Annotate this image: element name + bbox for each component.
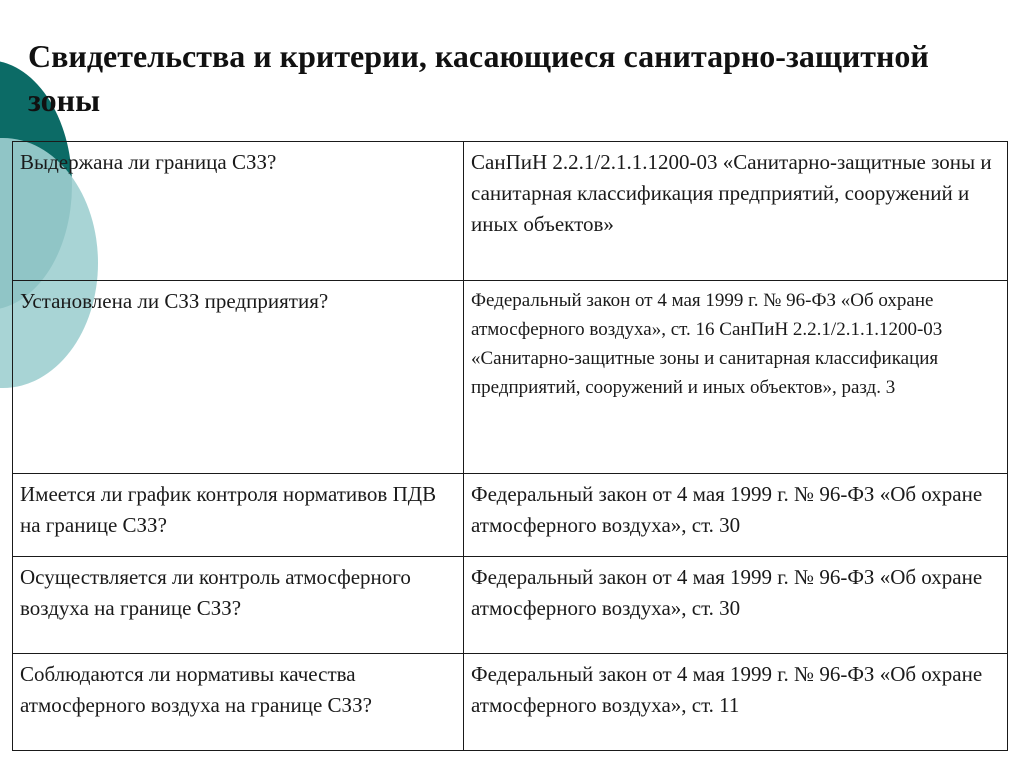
table-row [13, 281, 1008, 474]
source-cell: СанПиН 2.2.1/2.1.1.1200-03 «Санитарно-защитные зоны и санитарная классификация предприятий, сооружений и иных объектов» [464, 142, 1008, 281]
question-cell: Имеется ли график контроля нормативов ПДВ на границе СЗЗ? [13, 474, 464, 557]
table-row [13, 142, 1008, 281]
table-row [13, 474, 1008, 557]
question-cell: Выдержана ли граница СЗЗ? [13, 142, 464, 281]
source-cell: Федеральный закон от 4 мая 1999 г. № 96-ФЗ «Об охране атмосферного воздуха», ст. 16 СанПиН 2.2.1/2.1.1.1200-03 «Санитарно-защитные зоны и санитарная классификация предприятий, сооружений и иных объектов», разд. 3 [464, 281, 1008, 474]
table-row [13, 654, 1008, 751]
source-cell: Федеральный закон от 4 мая 1999 г. № 96-ФЗ «Об охране атмосферного воздуха», ст. 30 [464, 474, 1008, 557]
criteria-table [12, 141, 1008, 751]
question-cell: Осуществляется ли контроль атмосферного воздуха на границе СЗЗ? [13, 557, 464, 654]
slide-title: Свидетельства и критерии, касающиеся санитарно-защитной зоны [28, 38, 929, 118]
question-cell: Соблюдаются ли нормативы качества атмосферного воздуха на границе СЗЗ? [13, 654, 464, 751]
table-row [13, 557, 1008, 654]
question-cell: Установлена ли СЗЗ предприятия? [13, 281, 464, 474]
source-cell: Федеральный закон от 4 мая 1999 г. № 96-ФЗ «Об охране атмосферного воздуха», ст. 11 [464, 654, 1008, 751]
source-cell: Федеральный закон от 4 мая 1999 г. № 96-ФЗ «Об охране атмосферного воздуха», ст. 30 [464, 557, 1008, 654]
